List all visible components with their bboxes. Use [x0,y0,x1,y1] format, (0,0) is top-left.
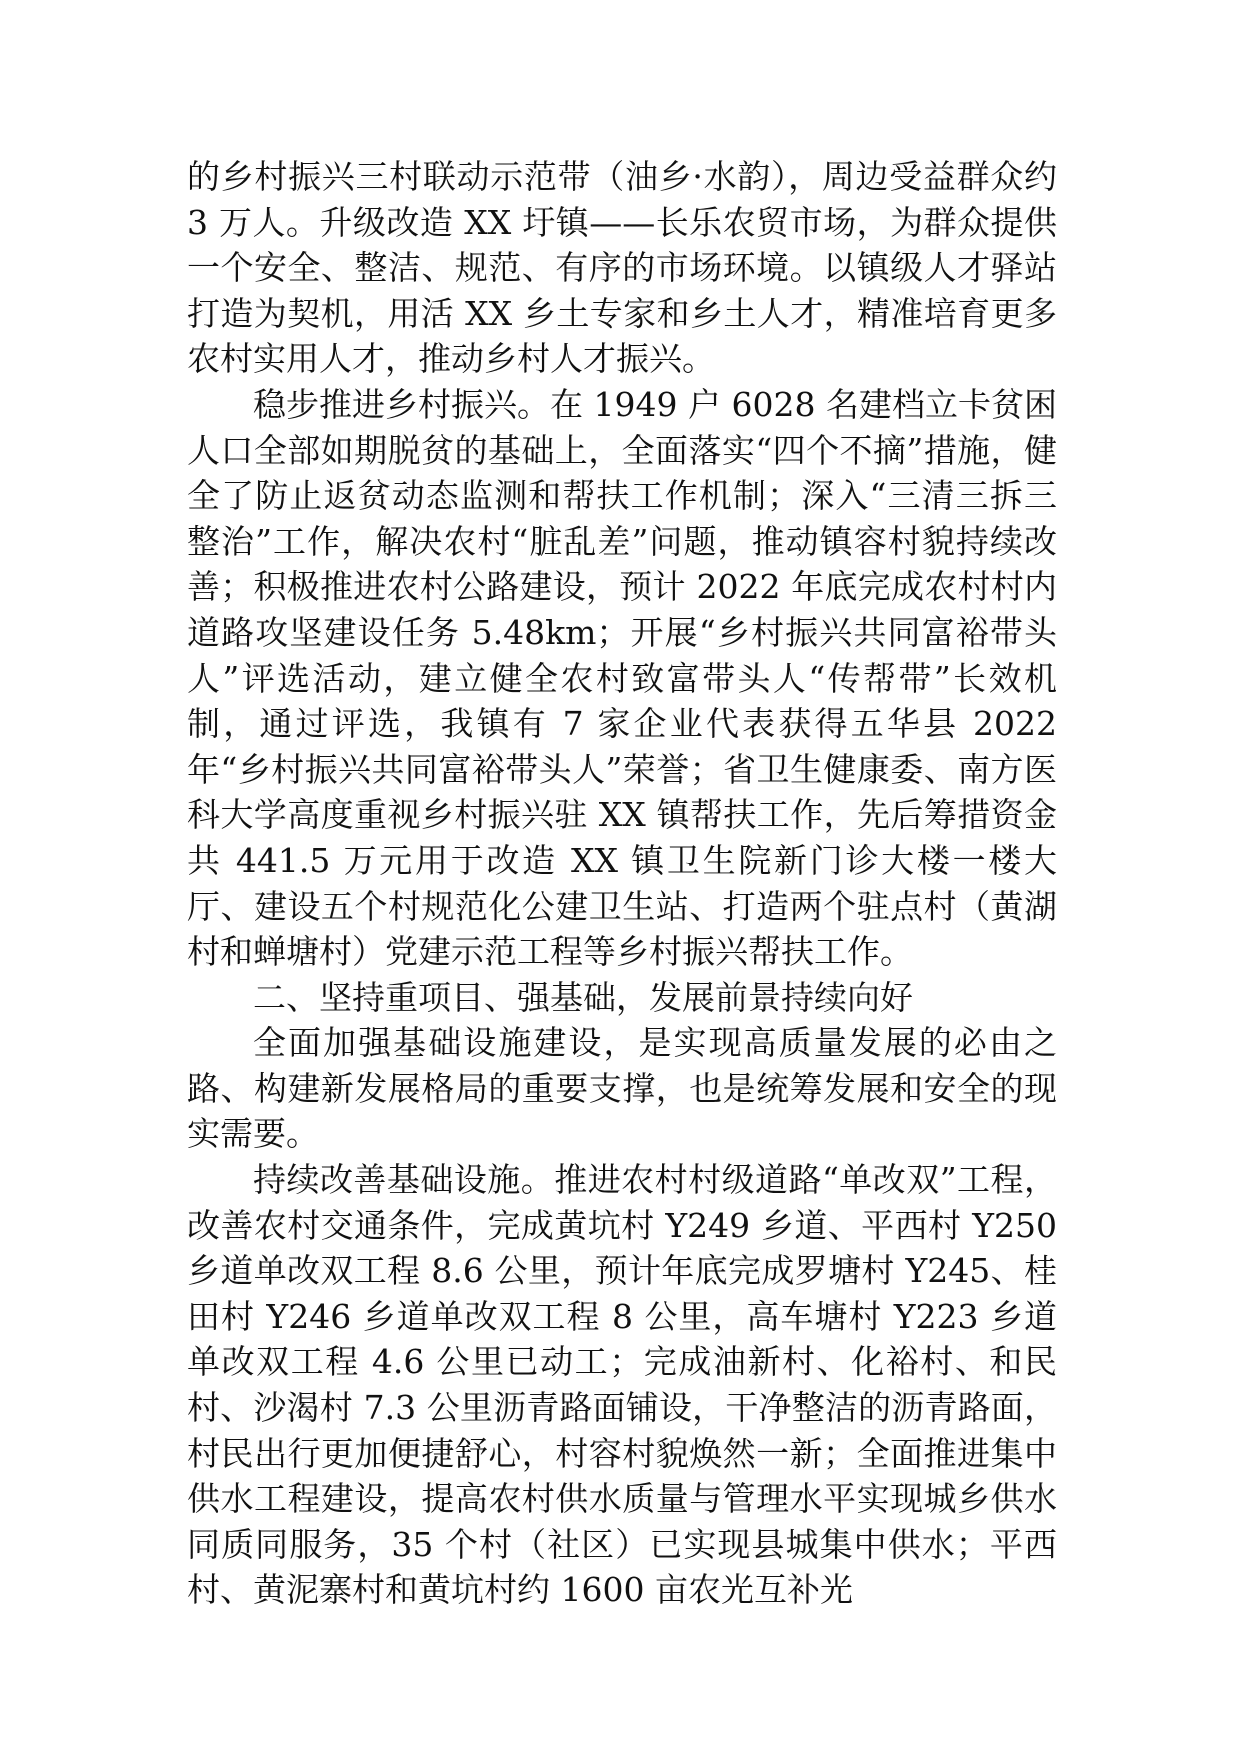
section-heading-2: 二、坚持重项目、强基础，发展前景持续向好 [253,977,913,1017]
paragraph-improve-infrastructure: 持续改善基础设施。推进农村村级道路“单改双”工程，改善农村交通条件，完成黄坑村 Y249 乡道、平西村 Y250 乡道单改双工程 8.6 公里，预计年底完成罗塘村 Y245、桂田村 Y246 乡道单改双工程 8 公里，高车塘村 Y223 乡道单改双工程 4.6 公里已动工；完成油新村、化裕村、和民村、沙渴村 7.3 公里沥青路面铺设，干净整洁的沥青路面，村民出行更加便捷舒心，村容村貌焕然一新；全面推进集中供水工程建设，提高农村供水质量与管理水平实现城乡供水同质同服务，35 个村（社区）已实现县城集中供水；平西村、黄泥寨村和黄坑村约 1600 亩农光互补光 [187,1160,1057,1610]
paragraph-steady-rural-revitalization: 稳步推进乡村振兴。在 1949 户 6028 名建档立卡贫困人口全部如期脱贫的基础上，全面落实“四个不摘”措施，健全了防止返贫动态监测和帮扶工作机制；深入“三清三拆三整治”工作，解决农村“脏乱差”问题，推动镇容村貌持续改善；积极推进农村公路建设，预计 2022 年底完成农村村内道路攻坚建设任务 5.48km；开展“乡村振兴共同富裕带头人”评选活动，建立健全农村致富带头人“传帮带”长效机制，通过评选，我镇有 7 家企业代表获得五华县 2022 年“乡村振兴共同富裕带头人”荣誉；省卫生健康委、南方医科大学高度重视乡村振兴驻 XX 镇帮扶工作，先后筹措资金共 441.5 万元用于改造 XX 镇卫生院新门诊大楼一楼大厅、建设五个村规范化公建卫生站、打造两个驻点村（黄湖村和蝉塘村）党建示范工程等乡村振兴帮扶工作。 [187,384,1057,972]
paragraph-rural-revitalization-demo-belt: 的乡村振兴三村联动示范带（油乡·水韵），周边受益群众约 3 万人。升级改造 XX 圩镇——长乐农贸市场，为群众提供一个安全、整洁、规范、有序的市场环境。以镇级人才驿站打造为契机，用活 XX 乡土专家和乡土人才，精准培育更多农村实用人才，推动乡村人才振兴。 [187,157,1057,379]
paragraph-infrastructure-intro: 全面加强基础设施建设，是实现高质量发展的必由之路、构建新发展格局的重要支撑，也是统筹发展和安全的现实需要。 [187,1023,1057,1154]
document-body [187,154,1057,1613]
